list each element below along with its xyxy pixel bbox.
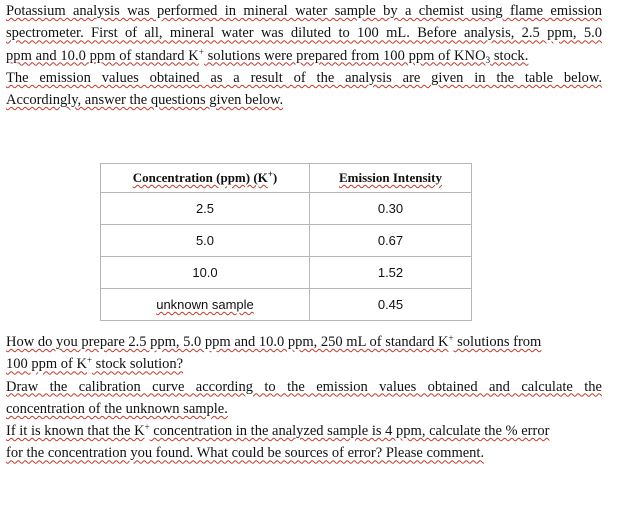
header-emission-intensity: Emission Intensity [310,164,472,193]
question-1-line-1: How do you prepare 2.5 ppm, 5.0 ppm and 10.0 ppm, 250 mL of standard K+ solutions from [6,333,542,350]
questions-block [6,331,602,465]
intro-line-2: spectrometer. First of all, mineral water was diluted to 100 mL. Before analysis, 2.5 ppm, 5.0 [6,25,602,42]
header-concentration: Concentration (ppm) (K+) [101,164,310,193]
cell-intensity: 1.52 [310,257,472,289]
table-row [101,225,472,257]
table-header-row [101,164,472,193]
table-row [101,193,472,225]
question-1-line-2: 100 ppm of K+ stock solution? [6,355,184,373]
intro-paragraph [6,0,602,111]
table-row [101,289,472,321]
question-3-line-1: If it is known that the K+ concentration in the analyzed sample is 4 ppm, calculate the % error [6,422,550,440]
question-3-line-2: for the concentration you found. What could be sources of error? Please comment. [6,445,485,462]
cell-concentration: 2.5 [101,193,310,225]
question-2-line-1: Draw the calibration curve according to the emission values obtained and calculate the [6,378,602,395]
cell-intensity: 0.30 [310,193,472,225]
table-row [101,257,472,289]
cell-intensity: 0.45 [310,289,472,321]
intro-line-4: The emission values obtained as a result of the analysis are given in the table below. [6,69,602,86]
intro-line-5: Accordingly, answer the questions given below. [6,92,284,109]
cell-intensity: 0.67 [310,225,472,257]
emission-table-wrapper [100,163,472,321]
cell-concentration: unknown sample [101,289,310,321]
cell-concentration: 5.0 [101,225,310,257]
intro-line-1: Potassium analysis was performed in mineral water sample by a chemist using flame emission [6,3,602,19]
emission-table [100,163,472,321]
cell-concentration: 10.0 [101,257,310,289]
question-2-line-2: concentration of the unknown sample. [6,400,228,417]
intro-line-3: ppm and 10.0 ppm of standard K+ solutions were prepared from 100 ppm of $KNO_3$ stock. [6,46,529,65]
